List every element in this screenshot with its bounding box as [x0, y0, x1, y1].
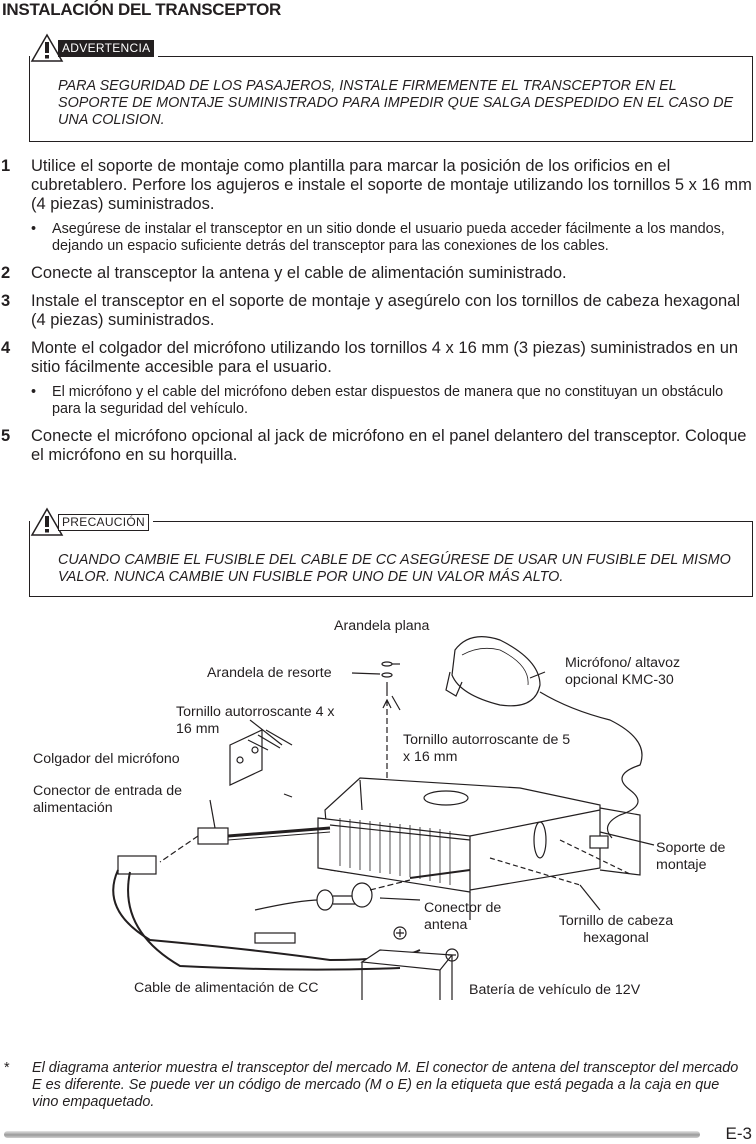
step-1: 1 Utilice el soporte de montaje como plantilla para marcar la posición de los orificios en el cubretablero. Perfore los agujeros e instale el soporte de montaje utilizando los tornillos 5 x 16 mm (4 piezas) suministrados. [1, 157, 752, 213]
label-soporte: Soporte de montaje [656, 840, 726, 873]
caution-label: PRECAUCIÓN [58, 514, 149, 531]
label-cable-cc: Cable de alimentación de CC [134, 980, 319, 996]
label-conector-alimentacion: Conector de entrada de alimentación [33, 783, 183, 816]
warning-label: ADVERTENCIA [58, 40, 154, 57]
warning-text: PARA SEGURIDAD DE LOS PASAJEROS, INSTALE FIRMEMENTE EL TRANSCEPTOR EN EL SOPORTE DE MONTAJE SUMINISTRADO PARA IMPEDIR QUE SALGA DESPEDIDO EN EL CASO DE UNA COLISION. [58, 78, 734, 128]
step-1-bullet: • Asegúrese de instalar el transceptor en un sitio donde el usuario pueda acceder fácilmente a los mandos, dejando un espacio suficiente detrás del transceptor para las conexiones de los cables. [31, 221, 725, 254]
step-4-bullet: • El micrófono y el cable del micrófono deben estar dispuestos de manera que no constituyan un obstáculo para la seguridad del vehículo. [31, 384, 724, 417]
warning-box [29, 56, 753, 142]
step-2: 2 Conecte al transceptor la antena y el cable de alimentación suministrado. [1, 264, 567, 282]
step-4: 4 Monte el colgador del micrófono utilizando los tornillos 4 x 16 mm (3 piezas) suministrados en un sitio fácilmente accesible para el usuario. [1, 339, 739, 376]
steps-list [0, 157, 752, 474]
step-3: 3 Instale el transceptor en el soporte de montaje y asegúrelo con los tornillos de cabeza hexagonal (4 piezas) suministrados. [1, 292, 741, 329]
step-5: 5 Conecte el micrófono opcional al jack de micrófono en el panel delantero del transceptor. Coloque el micrófono en su horquilla. [1, 427, 747, 464]
transceiver-unit [318, 778, 600, 892]
label-arandela-plana: Arandela plana [334, 618, 430, 634]
label-tornillo-4x16: Tornillo autorroscante 4 x 16 mm [176, 704, 335, 737]
label-conector-antena: Conector de antena [424, 900, 502, 933]
page-title: INSTALACIÓN DEL TRANSCEPTOR [2, 0, 282, 19]
caution-badge [30, 507, 153, 537]
label-tornillo-hex: Tornillo de cabeza hexagonal [558, 913, 674, 946]
label-arandela-resorte: Arandela de resorte [207, 665, 332, 681]
microphone-hanger [230, 730, 292, 785]
warning-badge [30, 33, 158, 63]
footer-bar [4, 1131, 700, 1138]
caution-text: CUANDO CAMBIE EL FUSIBLE DEL CABLE DE CC ASEGÚRESE DE USAR UN FUSIBLE DEL MISMO VALOR. NUNCA CAMBIE UN FUSIBLE POR UNO DE UN VALOR MÁS ALTO. [58, 552, 731, 585]
label-colgador: Colgador del micrófono [33, 751, 180, 767]
vehicle-battery [362, 927, 458, 1000]
page-number: E-3 [725, 1124, 752, 1143]
footnote: * El diagrama anterior muestra el transceptor del mercado M. El conector de antena del transceptor del mercado E es diferente. Se puede ver un código de mercado (M o E) en la etiqueta que está pegada a la caja en que vino empaquetado. [4, 1060, 739, 1110]
label-microfono: Micrófono/ altavoz opcional KMC-30 [565, 655, 681, 688]
label-tornillo-5x16: Tornillo autorroscante de 5 x 16 mm [403, 732, 571, 765]
label-bateria: Batería de vehículo de 12V [469, 982, 641, 998]
